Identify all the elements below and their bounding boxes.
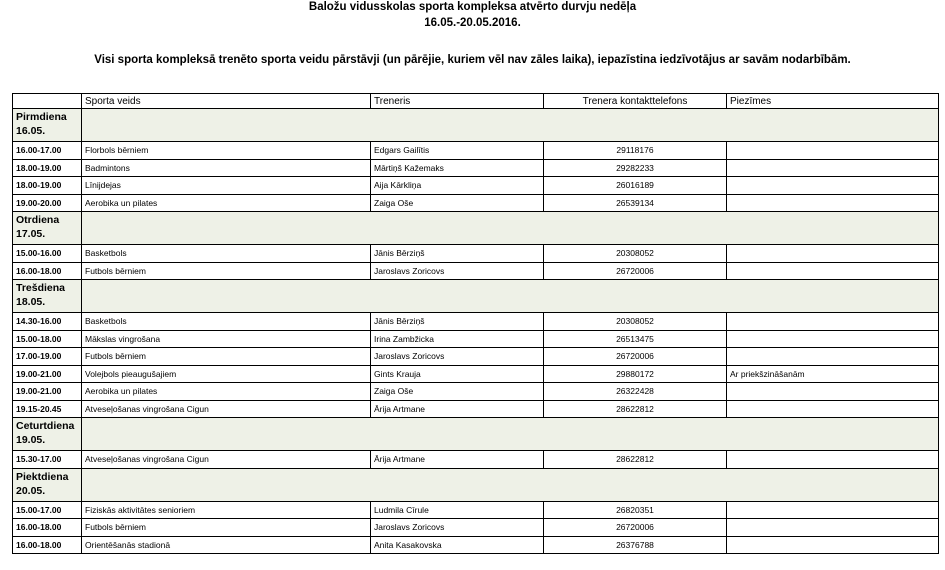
coach-cell: Anita Kasakovska bbox=[371, 536, 544, 554]
coach-cell: Edgars Gailītis bbox=[371, 142, 544, 160]
coach-cell: Irina Zambžicka bbox=[371, 330, 544, 348]
table-row bbox=[13, 330, 939, 348]
phone-cell: 20308052 bbox=[544, 313, 727, 331]
sport-cell: Florbols bērniem bbox=[82, 142, 371, 160]
sport-cell: Aerobika un pilates bbox=[82, 194, 371, 212]
time-cell: 16.00-18.00 bbox=[13, 262, 82, 280]
table-row bbox=[13, 348, 939, 366]
day-name: Otrdiena bbox=[16, 214, 60, 226]
header-row bbox=[13, 94, 939, 109]
notes-cell bbox=[727, 177, 939, 195]
notes-cell: Ar priekšzināšanām bbox=[727, 365, 939, 383]
sport-cell: Basketbols bbox=[82, 313, 371, 331]
notes-cell bbox=[727, 142, 939, 160]
sport-cell: Futbols bērniem bbox=[82, 519, 371, 537]
table-row bbox=[13, 177, 939, 195]
sport-cell: Basketbols bbox=[82, 245, 371, 263]
time-cell: 18.00-19.00 bbox=[13, 159, 82, 177]
schedule-body bbox=[13, 94, 939, 554]
coach-cell: Mārtiņš Kažemaks bbox=[371, 159, 544, 177]
notes-cell bbox=[727, 501, 939, 519]
phone-cell: 26376788 bbox=[544, 536, 727, 554]
sport-cell: Futbols bērniem bbox=[82, 262, 371, 280]
time-cell: 17.00-19.00 bbox=[13, 348, 82, 366]
day-header-filler bbox=[82, 418, 939, 451]
sport-cell: Orientēšanās stadionā bbox=[82, 536, 371, 554]
time-cell: 18.00-19.00 bbox=[13, 177, 82, 195]
sport-cell: Fiziskās aktivitātes senioriem bbox=[82, 501, 371, 519]
time-cell: 19.00-20.00 bbox=[13, 194, 82, 212]
sport-cell: Volejbols pieaugušajiem bbox=[82, 365, 371, 383]
table-row bbox=[13, 383, 939, 401]
header-phone: Trenera kontakttelefons bbox=[544, 94, 727, 109]
sport-cell: Atveseļošanas vingrošana Cigun bbox=[82, 400, 371, 418]
notes-cell bbox=[727, 536, 939, 554]
time-cell: 15.00-18.00 bbox=[13, 330, 82, 348]
day-date: 20.05. bbox=[16, 484, 46, 497]
time-cell: 15.30-17.00 bbox=[13, 451, 82, 469]
time-cell: 14.30-16.00 bbox=[13, 313, 82, 331]
document-date-range: 16.05.-20.05.2016. bbox=[424, 17, 521, 29]
phone-cell: 26720006 bbox=[544, 262, 727, 280]
time-cell: 15.00-16.00 bbox=[13, 245, 82, 263]
time-cell: 15.00-17.00 bbox=[13, 501, 82, 519]
table-row bbox=[13, 365, 939, 383]
notes-cell bbox=[727, 194, 939, 212]
header-notes: Piezīmes bbox=[727, 94, 939, 109]
day-date: 16.05. bbox=[16, 125, 46, 137]
time-cell: 19.00-21.00 bbox=[13, 365, 82, 383]
time-cell: 16.00-18.00 bbox=[13, 519, 82, 537]
table-row bbox=[13, 519, 939, 537]
time-cell: 19.15-20.45 bbox=[13, 400, 82, 418]
coach-cell: Jaroslavs Zoricovs bbox=[371, 519, 544, 537]
intro-text: Visi sporta kompleksā trenēto sporta veidu pārstāvji (un pārējie, kuriem vēl nav zāles laika), iepazīstina iedzīvotājus ar savām nodarbībām. bbox=[94, 54, 851, 66]
phone-cell: 26322428 bbox=[544, 383, 727, 401]
notes-cell bbox=[727, 262, 939, 280]
notes-cell bbox=[727, 245, 939, 263]
phone-cell: 28622812 bbox=[544, 451, 727, 469]
phone-cell: 26539134 bbox=[544, 194, 727, 212]
phone-cell: 26016189 bbox=[544, 177, 727, 195]
notes-cell bbox=[727, 330, 939, 348]
day-date: 18.05. bbox=[16, 296, 46, 308]
phone-cell: 26720006 bbox=[544, 348, 727, 366]
table-row bbox=[13, 245, 939, 263]
day-header-row bbox=[13, 280, 939, 313]
table-row bbox=[13, 400, 939, 418]
day-date: 19.05. bbox=[16, 434, 46, 446]
notes-cell bbox=[727, 400, 939, 418]
notes-cell bbox=[727, 451, 939, 469]
sport-cell: Badmintons bbox=[82, 159, 371, 177]
notes-cell bbox=[727, 383, 939, 401]
coach-cell: Ludmila Cīrule bbox=[371, 501, 544, 519]
coach-cell: Jaroslavs Zoricovs bbox=[371, 348, 544, 366]
day-header-row bbox=[13, 212, 939, 245]
phone-cell: 29118176 bbox=[544, 142, 727, 160]
table-row bbox=[13, 142, 939, 160]
sport-cell: Aerobika un pilates bbox=[82, 383, 371, 401]
day-header-row bbox=[13, 468, 939, 501]
table-row bbox=[13, 194, 939, 212]
notes-cell bbox=[727, 348, 939, 366]
phone-cell: 26820351 bbox=[544, 501, 727, 519]
day-name: Ceturtdiena bbox=[16, 420, 75, 432]
day-header-filler bbox=[82, 468, 939, 501]
coach-cell: Zaiga Oše bbox=[371, 383, 544, 401]
header-coach: Treneris bbox=[371, 94, 544, 109]
time-cell: 16.00-17.00 bbox=[13, 142, 82, 160]
day-header-row bbox=[13, 109, 939, 142]
day-date: 17.05. bbox=[16, 228, 46, 240]
coach-cell: Jānis Bērziņš bbox=[371, 245, 544, 263]
day-header-filler bbox=[82, 212, 939, 245]
coach-cell: Zaiga Oše bbox=[371, 194, 544, 212]
coach-cell: Aija Kārkliņa bbox=[371, 177, 544, 195]
phone-cell: 29880172 bbox=[544, 365, 727, 383]
day-name: Piektdiena bbox=[16, 470, 69, 483]
header-time bbox=[13, 94, 82, 109]
time-cell: 16.00-18.00 bbox=[13, 536, 82, 554]
day-name: Trešdiena bbox=[16, 282, 66, 294]
phone-cell: 26720006 bbox=[544, 519, 727, 537]
day-name: Pirmdiena bbox=[16, 111, 67, 123]
sport-cell: Atveseļošanas vingrošana Cigun bbox=[82, 451, 371, 469]
coach-cell: Ārija Artmane bbox=[371, 451, 544, 469]
notes-cell bbox=[727, 519, 939, 537]
coach-cell: Jānis Bērziņš bbox=[371, 313, 544, 331]
schedule-table bbox=[12, 93, 939, 554]
coach-cell: Gints Krauja bbox=[371, 365, 544, 383]
day-label bbox=[13, 280, 82, 313]
day-header-filler bbox=[82, 109, 939, 142]
coach-cell: Jaroslavs Zoricovs bbox=[371, 262, 544, 280]
day-header-filler bbox=[82, 280, 939, 313]
sport-cell: Līnijdejas bbox=[82, 177, 371, 195]
table-row bbox=[13, 159, 939, 177]
phone-cell: 28622812 bbox=[544, 400, 727, 418]
day-label bbox=[13, 212, 82, 245]
coach-cell: Ārija Artmane bbox=[371, 400, 544, 418]
notes-cell bbox=[727, 313, 939, 331]
day-label bbox=[13, 418, 82, 451]
sport-cell: Mākslas vingrošana bbox=[82, 330, 371, 348]
time-cell: 19.00-21.00 bbox=[13, 383, 82, 401]
notes-cell bbox=[727, 159, 939, 177]
sport-cell: Futbols bērniem bbox=[82, 348, 371, 366]
table-row bbox=[13, 501, 939, 519]
table-row bbox=[13, 313, 939, 331]
phone-cell: 26513475 bbox=[544, 330, 727, 348]
day-header-row bbox=[13, 418, 939, 451]
document-title: Baložu vidusskolas sporta kompleksa atvērto durvju nedēļa bbox=[308, 1, 637, 13]
day-label bbox=[13, 468, 82, 501]
table-row bbox=[13, 536, 939, 554]
day-label bbox=[13, 109, 82, 142]
phone-cell: 29282233 bbox=[544, 159, 727, 177]
table-row bbox=[13, 451, 939, 469]
table-row bbox=[13, 262, 939, 280]
phone-cell: 20308052 bbox=[544, 245, 727, 263]
header-sport: Sporta veids bbox=[82, 94, 371, 109]
